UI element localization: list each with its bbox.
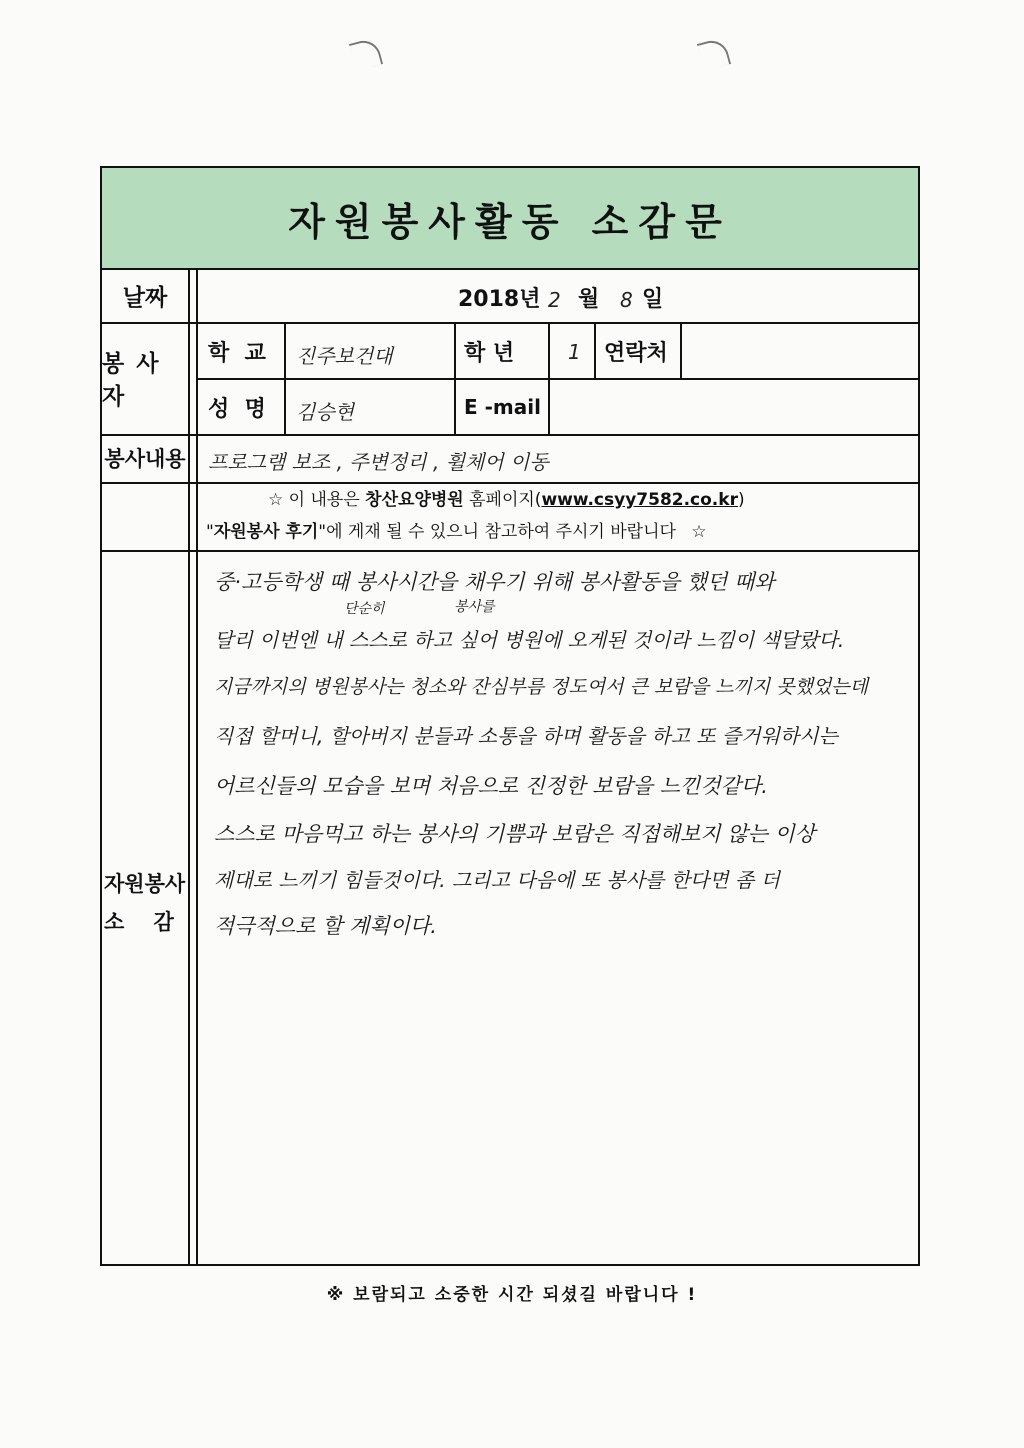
hospital-name: 창산요양병원 bbox=[365, 490, 464, 510]
essay-line: 제대로 느끼기 힘들것이다. 그리고 다음에 또 봉사를 한다면 좀 더 bbox=[214, 868, 780, 892]
punch-hole-right bbox=[697, 37, 731, 71]
content-label: 봉사내용 bbox=[104, 447, 186, 471]
essay-insert: 단순히 bbox=[344, 601, 385, 617]
grade-label: 학 년 bbox=[464, 340, 515, 366]
essay-insert: 봉사를 bbox=[454, 599, 495, 615]
email-label: E -mail bbox=[464, 395, 541, 419]
date-year: 2018년 bbox=[458, 287, 541, 312]
essay-label: 자원봉사 소 감 bbox=[104, 872, 186, 934]
name-value: 김승현 bbox=[296, 400, 354, 424]
notice bbox=[198, 484, 918, 550]
date-field bbox=[198, 268, 918, 322]
essay-line: 스스로 마음먹고 하는 봉사의 기쁨과 보람은 직접해보지 않는 이상 bbox=[214, 822, 816, 846]
essay-line: 직접 할머니, 할아버지 분들과 소통을 하며 활동을 하고 또 즐거워하시는 bbox=[214, 724, 838, 748]
notice-line-1: ☆ 이 내용은 창산요양병원 홈페이지(www.csyy7582.co.kr) bbox=[268, 490, 745, 510]
contact-label: 연락처 bbox=[604, 340, 668, 366]
essay-line: 중·고등학생 때 봉사시간을 채우기 위해 봉사활동을 했던 때와 bbox=[214, 570, 775, 594]
grade-value: 1 bbox=[568, 340, 581, 364]
volunteer-report-form bbox=[100, 166, 920, 1266]
volunteer-label: 봉 사 자 bbox=[102, 351, 161, 410]
form-title: 자원봉사활동 소감문 bbox=[102, 168, 918, 268]
punch-hole-left bbox=[349, 37, 383, 71]
date-month-label: 월 bbox=[578, 287, 600, 312]
essay-line: 지금까지의 병원봉사는 청소와 잔심부름 정도여서 큰 보람을 느끼지 못했었는데 bbox=[214, 676, 869, 698]
footer-message: ※ 보람되고 소중한 시간 되셨길 바랍니다 ! bbox=[326, 1285, 698, 1305]
name-label: 성 명 bbox=[208, 396, 266, 422]
content-value: 프로그램 보조 , 주변정리 , 휠체어 이동 bbox=[208, 450, 549, 474]
date-day-value: 8 bbox=[620, 288, 633, 312]
date-month-value: 2 bbox=[548, 288, 561, 312]
star-icon: ☆ bbox=[268, 490, 284, 510]
essay-line: 달리 이번엔 내 스스로 하고 싶어 병원에 오게된 것이라 느낌이 색달랐다. bbox=[214, 628, 845, 652]
board-name: 자원봉사 후기 bbox=[213, 522, 319, 542]
notice-line-2: "자원봉사 후기"에 게재 될 수 있으니 참고하여 주시기 바랍니다 ☆ bbox=[206, 522, 707, 542]
school-label: 학 교 bbox=[208, 340, 266, 366]
date-day-label: 일 bbox=[642, 287, 664, 312]
essay-line: 적극적으로 할 계획이다. bbox=[214, 914, 437, 938]
date-label: 날짜 bbox=[122, 284, 168, 311]
homepage-link[interactable]: www.csyy7582.co.kr bbox=[541, 490, 738, 510]
essay-line: 어르신들의 모습을 보며 처음으로 진정한 보람을 느낀것같다. bbox=[214, 774, 768, 798]
school-value: 진주보건대 bbox=[296, 344, 393, 368]
star-icon: ☆ bbox=[691, 522, 707, 542]
